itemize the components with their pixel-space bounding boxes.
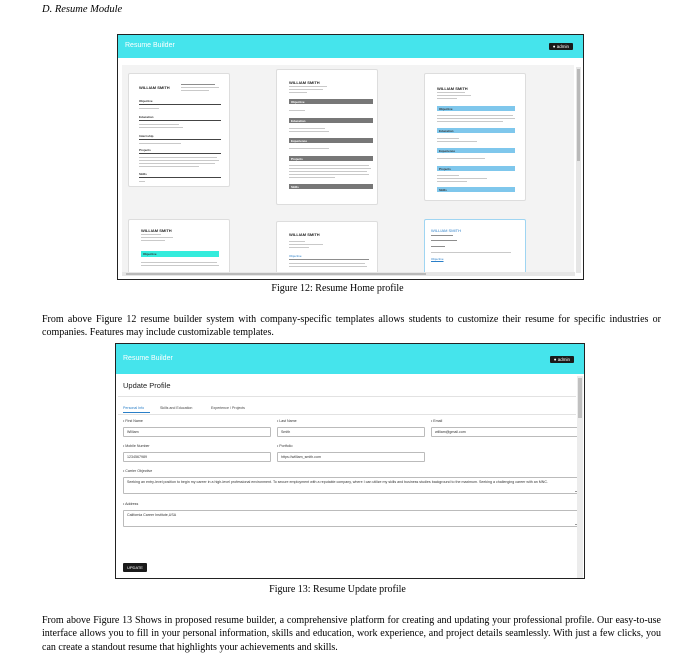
card-heading: Projects — [439, 167, 451, 171]
template-card[interactable] — [276, 221, 378, 273]
text-line — [141, 265, 219, 266]
divider — [289, 259, 369, 260]
text-line — [437, 138, 459, 139]
text-line — [289, 168, 371, 169]
mobile-field[interactable]: 1234567989 — [123, 452, 271, 462]
divider — [139, 139, 221, 140]
address-text: California Career Institute,USA — [127, 513, 177, 517]
text-line — [289, 263, 365, 264]
text-line — [289, 128, 325, 129]
contact-line — [141, 237, 173, 238]
career-objective-text: Seeking an entry-level position to begin my career in a high-level professional environment. To secure employment with a reputable company, where I can utilize my skills and business studies background to the maximum. Seeking a challenging career with an MNC. — [127, 480, 548, 484]
text-line — [437, 175, 459, 176]
address-field[interactable] — [123, 510, 580, 527]
text-line — [289, 165, 369, 166]
email-label: • Email — [431, 419, 443, 423]
text-line — [437, 118, 515, 119]
text-line — [139, 160, 219, 161]
text-line — [437, 121, 503, 122]
section-heading: D. Resume Module — [42, 4, 123, 15]
card-heading: Objective — [439, 107, 453, 111]
contact-line — [181, 84, 215, 85]
card-heading: Objective — [291, 100, 305, 104]
card-heading: Objective — [431, 257, 444, 261]
template-card[interactable] — [424, 73, 526, 201]
text-line — [437, 158, 485, 159]
card-name: WILLIAM SMITH — [431, 228, 462, 233]
card-name: WILLIAM SMITH — [289, 232, 320, 237]
app-bar — [116, 344, 584, 374]
contact-line — [431, 246, 445, 247]
divider — [139, 120, 221, 121]
text-line — [289, 131, 329, 132]
tab-experience-projects[interactable]: Experience / Projects — [211, 406, 245, 410]
template-card[interactable] — [128, 73, 230, 187]
card-name: WILLIAM SMITH — [289, 80, 320, 85]
divider — [118, 414, 576, 415]
divider — [431, 252, 511, 253]
section-bar — [289, 118, 373, 123]
text-line — [289, 174, 369, 175]
section-bar — [437, 166, 515, 171]
card-heading: Experience — [439, 149, 456, 153]
first-name-field[interactable]: William — [123, 427, 271, 437]
portfolio-label: • Portfolio — [277, 444, 293, 448]
text-line — [289, 171, 367, 172]
divider — [139, 177, 221, 178]
section-bar — [289, 156, 373, 161]
template-card[interactable] — [424, 219, 526, 273]
app-title: Resume Builder — [123, 355, 173, 362]
card-name: WILLIAM SMITH — [437, 86, 468, 91]
text-line — [289, 148, 329, 149]
mobile-label: • Mobile Number — [123, 444, 150, 448]
card-name: WILLIAM SMITH — [139, 85, 170, 90]
section-bar — [141, 251, 219, 257]
portfolio-field[interactable]: https://william_smith.com — [277, 452, 425, 462]
text-line — [139, 108, 159, 109]
section-bar — [437, 128, 515, 133]
figure-12-caption: Figure 12: Resume Home profile — [271, 283, 404, 294]
text-line — [139, 157, 217, 158]
contact-line — [437, 95, 471, 96]
card-heading: Education — [439, 129, 454, 133]
card-heading: Skills — [439, 188, 447, 192]
card-heading: Education — [139, 115, 154, 119]
update-button[interactable]: UPDATE — [123, 563, 147, 572]
card-heading: Projects — [139, 148, 151, 152]
contact-line — [289, 244, 323, 245]
card-heading: Objective — [289, 254, 302, 258]
card-heading: Skills — [291, 185, 299, 189]
career-objective-field[interactable] — [123, 477, 580, 494]
contact-line — [289, 86, 327, 87]
career-objective-label: • Carrier Objective — [123, 469, 153, 473]
template-grid — [122, 65, 574, 273]
card-heading: Projects — [291, 157, 303, 161]
text-line — [139, 163, 215, 164]
card-heading: Skills — [139, 172, 147, 176]
update-profile-form — [118, 374, 576, 578]
last-name-label: • Last Name — [277, 419, 297, 423]
text-line — [289, 110, 305, 111]
contact-line — [289, 92, 307, 93]
divider — [139, 104, 221, 105]
horizontal-scrollbar[interactable] — [122, 272, 575, 276]
text-line — [437, 181, 467, 182]
scroll-thumb[interactable] — [578, 378, 582, 418]
card-heading: Internship — [139, 134, 154, 138]
contact-line — [181, 87, 219, 88]
paragraph-2: From above Figure 13 Shows in proposed resume builder, a comprehensive platform for creating and updating your professional profile. Our easy-to-use interface allows you to fill in your personal information, skills and education, work experience, and project details seamlessly. With just a few clicks, you can create a standout resume that highlights your achievements and skills. — [42, 615, 661, 653]
contact-line — [437, 98, 457, 99]
divider — [139, 153, 221, 154]
section-bar — [437, 187, 515, 192]
app-bar — [118, 35, 583, 58]
address-label: • Address — [123, 502, 139, 506]
section-bar — [289, 138, 373, 143]
page-title: Update Profile — [123, 381, 171, 390]
contact-line — [431, 240, 457, 241]
text-line — [141, 262, 217, 263]
section-bar — [289, 99, 373, 104]
card-heading: Objective — [143, 252, 157, 256]
tab-skills-education[interactable]: Skills and Education — [160, 406, 193, 410]
vertical-scrollbar[interactable] — [577, 376, 583, 578]
first-name-label: • First Name — [123, 419, 143, 423]
text-line — [437, 141, 477, 142]
scroll-thumb[interactable] — [126, 273, 426, 275]
contact-line — [437, 92, 465, 93]
active-tab-indicator — [123, 412, 150, 413]
text-line — [139, 127, 183, 128]
user-icon: ● — [553, 357, 557, 362]
text-line — [139, 166, 199, 167]
text-line — [437, 178, 487, 179]
last-name-field[interactable]: Smith — [277, 427, 425, 437]
admin-label: admin — [557, 357, 570, 362]
card-heading: Objective — [139, 99, 153, 103]
section-bar — [437, 106, 515, 111]
card-name: WILLIAM SMITH — [141, 228, 172, 233]
contact-line — [289, 247, 309, 248]
template-card[interactable] — [128, 219, 230, 273]
card-heading: Experience — [291, 139, 308, 143]
contact-line — [141, 234, 161, 235]
contact-line — [181, 90, 209, 91]
admin-button[interactable] — [549, 43, 573, 50]
text-line — [139, 143, 181, 144]
admin-button[interactable] — [550, 356, 574, 363]
text-line — [139, 181, 145, 182]
email-field[interactable]: william@gmail.com — [431, 427, 580, 437]
contact-line — [289, 241, 305, 242]
template-card[interactable] — [276, 69, 378, 205]
card-heading: Education — [291, 119, 306, 123]
section-bar — [437, 148, 515, 153]
app-title: Resume Builder — [125, 42, 175, 49]
resume-home-screenshot — [117, 34, 584, 280]
figure-13-caption: Figure 13: Resume Update profile — [269, 584, 406, 595]
paragraph-1: From above Figure 12 resume builder system with company-specific templates allows students to customize their resume for specific industries or companies. Features may include customizable templates. — [42, 314, 661, 339]
user-icon: ● — [552, 44, 556, 49]
vertical-scrollbar[interactable] — [576, 67, 581, 273]
divider — [118, 396, 576, 397]
section-bar — [289, 184, 373, 189]
text-line — [289, 177, 335, 178]
contact-line — [141, 240, 165, 241]
update-profile-screenshot — [115, 343, 585, 579]
admin-label: admin — [556, 44, 569, 49]
tab-personal-info[interactable]: Personal Info — [123, 406, 145, 410]
contact-line — [431, 235, 453, 236]
contact-line — [289, 89, 323, 90]
scroll-thumb[interactable] — [577, 69, 580, 161]
text-line — [139, 124, 179, 125]
text-line — [289, 266, 367, 267]
text-line — [437, 115, 513, 116]
